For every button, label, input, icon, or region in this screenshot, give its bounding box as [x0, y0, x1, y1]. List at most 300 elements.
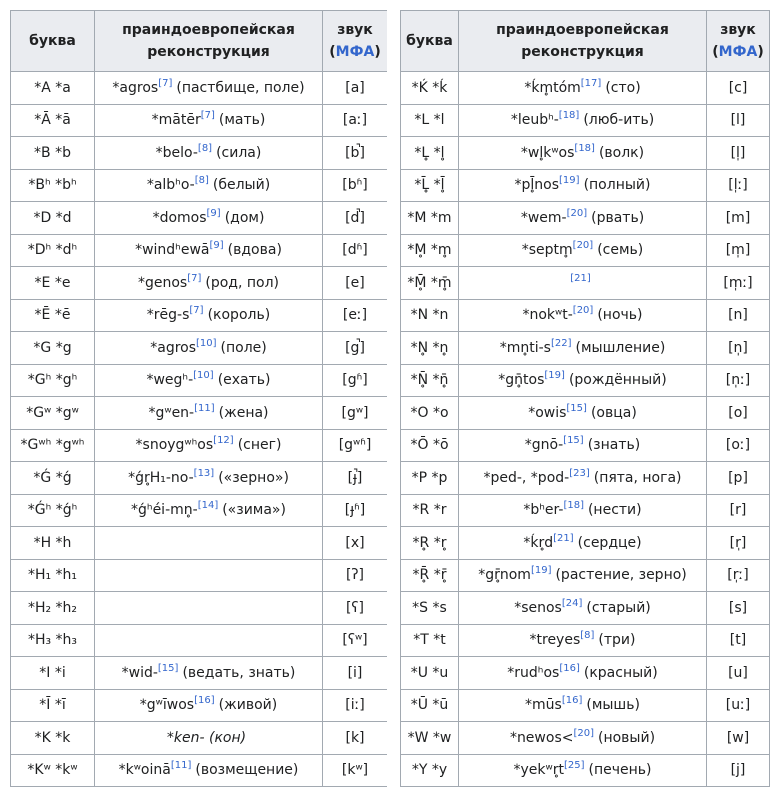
letter-cell: *H₂ *h₂ — [11, 592, 95, 625]
reconstruction-word: *ped-, *pod- — [483, 469, 570, 486]
letter-cell: *Ḱ *ḱ — [401, 72, 459, 105]
reference-link[interactable]: [18] — [558, 110, 580, 122]
ipa-cell: [ɟ̚] — [323, 462, 388, 495]
reconstruction-cell — [459, 72, 707, 105]
header-row — [11, 11, 388, 72]
gloss-text: (рвать) — [591, 209, 645, 226]
reconstruction-word: *ǵr̥H₁-no- — [128, 469, 194, 486]
table-row — [401, 169, 770, 202]
header-row — [401, 11, 770, 72]
reconstruction-cell — [459, 299, 707, 332]
table-row — [401, 267, 770, 300]
ipa-cell: [uː] — [707, 689, 770, 722]
reference-link[interactable]: [12] — [213, 435, 234, 447]
reconstruction-word: *belo- — [155, 144, 198, 161]
ipa-cell: [iː] — [323, 689, 388, 722]
reconstruction-cell — [95, 592, 323, 625]
ipa-cell: [n̩ː] — [707, 364, 770, 397]
reference-link[interactable]: [20] — [572, 305, 594, 317]
reconstruction-word: *albʰo- — [146, 177, 195, 194]
table-row — [401, 202, 770, 235]
reconstruction-cell — [459, 754, 707, 787]
reconstruction-word: *ken- (кон) — [166, 729, 247, 746]
letter-cell: *Ī *ī — [11, 689, 95, 722]
reconstruction-word: *kʷoinā — [118, 762, 171, 779]
reconstruction-cell — [459, 689, 707, 722]
letter-cell: *R *r — [401, 494, 459, 527]
reconstruction-cell — [95, 494, 323, 527]
reconstruction-word: *gr̥̄nom — [478, 567, 531, 584]
letter-cell: *S *s — [401, 592, 459, 625]
reference-link[interactable]: [8] — [197, 142, 213, 154]
table-row — [401, 527, 770, 560]
reference-link[interactable]: [16] — [194, 695, 215, 707]
ipa-cell: [oː] — [707, 429, 770, 462]
ipa-cell: [n̩] — [707, 332, 770, 365]
table-row — [11, 202, 388, 235]
ipa-cell: [eː] — [323, 299, 388, 332]
gloss-text: (пастбище, поле) — [176, 79, 305, 96]
reconstruction-cell — [95, 234, 323, 267]
gloss-text: (вдова) — [227, 242, 282, 259]
letter-cell: *A *a — [11, 72, 95, 105]
reconstruction-cell — [95, 429, 323, 462]
table-row — [401, 462, 770, 495]
gloss-text: (новый) — [598, 729, 656, 746]
letter-cell: *R̥ *r̥ — [401, 527, 459, 560]
reference-link[interactable]: [19] — [559, 175, 580, 187]
letter-cell: *Dʰ *dʰ — [11, 234, 95, 267]
letter-cell: *R̥̄ *r̥̄ — [401, 559, 459, 592]
reference-link[interactable]: [7] — [200, 110, 215, 122]
table-row — [401, 104, 770, 137]
reconstruction-word: *bʰer- — [523, 502, 564, 519]
letter-cell: *Ā *ā — [11, 104, 95, 137]
gloss-text: (люб-ить) — [583, 112, 655, 129]
reconstruction-cell — [95, 657, 323, 690]
reconstruction-word: *septm̥ — [521, 242, 573, 259]
reference-link[interactable]: [20] — [572, 240, 594, 252]
letter-cell: *Ǵʰ *ǵʰ — [11, 494, 95, 527]
gloss-text: (знать) — [587, 437, 641, 454]
reference-link[interactable]: [9] — [206, 207, 221, 219]
reconstruction-word: *snoygʷʰos — [135, 437, 214, 454]
reconstruction-word: *treyes — [529, 632, 581, 649]
ipa-cell: [c] — [707, 72, 770, 105]
table-row — [11, 592, 388, 625]
ipa-cell: [j] — [707, 754, 770, 787]
reference-link[interactable]: [24] — [561, 597, 583, 609]
table-row — [11, 299, 388, 332]
reference-link[interactable]: [19] — [530, 565, 552, 577]
gloss-text: (полный) — [583, 177, 651, 194]
ipa-cell: [m̩ː] — [707, 267, 770, 300]
gloss-text: (ведать, знать) — [182, 664, 296, 681]
table-row — [401, 722, 770, 755]
letter-cell: *N̥̄ *n̥̄ — [401, 364, 459, 397]
reconstruction-cell — [95, 527, 323, 560]
reference-link[interactable]: [7] — [189, 305, 204, 317]
table-row — [11, 137, 388, 170]
table-row — [11, 494, 388, 527]
gloss-text: (сила) — [216, 144, 262, 161]
table-row — [11, 527, 388, 560]
table-gap — [387, 10, 400, 792]
ipa-cell: [gʷʱ] — [323, 429, 388, 462]
reconstruction-word: *ḱm̥tóm — [524, 79, 581, 96]
reconstruction-cell — [459, 169, 707, 202]
reference-link[interactable]: [18] — [563, 500, 584, 512]
letter-cell: *K *k — [11, 722, 95, 755]
letter-cell: *Ō *ō — [401, 429, 459, 462]
table-row — [401, 559, 770, 592]
ipa-cell: [b̚] — [323, 137, 388, 170]
letter-cell: *G *g — [11, 332, 95, 365]
reconstruction-word: *senos — [514, 599, 562, 616]
table-row — [401, 657, 770, 690]
letter-cell: *H *h — [11, 527, 95, 560]
ipa-cell: [s] — [707, 592, 770, 625]
ipa-cell: [kʷ] — [323, 754, 388, 787]
reconstruction-word: *newos< — [509, 729, 574, 746]
letter-cell: *M *m — [401, 202, 459, 235]
letter-cell: *D *d — [11, 202, 95, 235]
reference-link[interactable]: [15] — [157, 662, 179, 674]
right-table — [400, 10, 770, 787]
reconstruction-cell — [95, 559, 323, 592]
reconstruction-cell — [459, 202, 707, 235]
reconstruction-word: *wegʰ- — [146, 372, 194, 389]
reconstruction-word: *domos — [152, 209, 207, 226]
reconstruction-cell — [95, 267, 323, 300]
reference-link[interactable]: [10] — [196, 337, 217, 349]
ipa-cell: [gʷ] — [323, 397, 388, 430]
gloss-text: (пята, нога) — [593, 469, 682, 486]
letter-cell: *H₁ *h₁ — [11, 559, 95, 592]
gloss-text: (мать) — [218, 112, 266, 129]
ipa-cell: [ʕ] — [323, 592, 388, 625]
letter-cell: *O *o — [401, 397, 459, 430]
gloss-text: (сердце) — [577, 534, 642, 551]
ipa-cell: [r̩ː] — [707, 559, 770, 592]
gloss-text: (возмещение) — [195, 762, 299, 779]
col-header-recon: праиндоевропейская реконструкция — [95, 11, 323, 72]
ipa-cell: [u] — [707, 657, 770, 690]
ipa-cell: [o] — [707, 397, 770, 430]
letter-cell: *Ū *ū — [401, 689, 459, 722]
gloss-text: (печень) — [588, 762, 652, 779]
ipa-cell: [ɟʱ] — [323, 494, 388, 527]
reference-link[interactable]: [10] — [193, 370, 214, 382]
reconstruction-word: *gnō- — [524, 437, 564, 454]
reconstruction-cell — [459, 397, 707, 430]
gloss-text: (поле) — [220, 339, 267, 356]
table-row — [401, 494, 770, 527]
reconstruction-cell — [459, 462, 707, 495]
reconstruction-word: *owis — [528, 404, 567, 421]
reference-link[interactable]: [11] — [194, 402, 215, 414]
table-row — [11, 104, 388, 137]
reconstruction-cell — [459, 592, 707, 625]
table-row — [11, 754, 388, 787]
reconstruction-word: *genos — [137, 274, 188, 291]
ipa-cell: [m̩] — [707, 234, 770, 267]
reconstruction-cell — [95, 689, 323, 722]
letter-cell: *P *p — [401, 462, 459, 495]
ipa-cell: [t] — [707, 624, 770, 657]
table-row — [11, 722, 388, 755]
mfa-link[interactable]: МФА — [335, 44, 375, 60]
col-header-letter: буква — [11, 11, 95, 72]
col-header-recon: праиндоевропейская реконструкция — [459, 11, 707, 72]
table-row — [401, 72, 770, 105]
gloss-text: (сто) — [605, 79, 641, 96]
table-row — [11, 462, 388, 495]
reference-link[interactable]: [7] — [187, 272, 202, 284]
reference-link[interactable]: [9] — [209, 240, 224, 252]
table-row — [11, 559, 388, 592]
ipa-cell: [d̚] — [323, 202, 388, 235]
gloss-text: («зерно») — [218, 469, 289, 486]
reconstruction-word: *gʷen- — [148, 404, 195, 421]
letter-cell: *Bʰ *bʰ — [11, 169, 95, 202]
reconstruction-cell — [459, 494, 707, 527]
table-row — [11, 429, 388, 462]
ipa-cell: [l] — [707, 104, 770, 137]
gloss-text: (ехать) — [217, 372, 271, 389]
letter-cell: *H₃ *h₃ — [11, 624, 95, 657]
letter-cell: *W *w — [401, 722, 459, 755]
reconstruction-cell — [95, 332, 323, 365]
gloss-text: (нести) — [587, 502, 642, 519]
gloss-text: («зима») — [222, 502, 286, 519]
reconstruction-word: *rudʰos — [507, 664, 560, 681]
letter-cell: *U *u — [401, 657, 459, 690]
reference-link[interactable]: [19] — [544, 370, 565, 382]
gloss-text: (растение, зерно) — [555, 567, 687, 584]
reconstruction-word: *agros — [150, 339, 197, 356]
reconstruction-word: *gʷīwos — [139, 697, 195, 714]
gloss-text: (мышление) — [575, 339, 666, 356]
gloss-text: (король) — [207, 307, 271, 324]
mfa-link[interactable]: МФА — [718, 44, 758, 60]
reconstruction-cell — [95, 72, 323, 105]
letter-cell: *T *t — [401, 624, 459, 657]
reference-link[interactable]: [16] — [559, 662, 580, 674]
reference-link[interactable]: [20] — [566, 207, 588, 219]
gloss-text: (овца) — [590, 404, 637, 421]
reconstruction-cell — [95, 169, 323, 202]
gloss-text: (три) — [598, 632, 636, 649]
reconstruction-cell — [459, 429, 707, 462]
reconstruction-word: *agros — [112, 79, 159, 96]
reconstruction-cell — [95, 364, 323, 397]
gloss-text: (снег) — [237, 437, 282, 454]
table-row — [11, 234, 388, 267]
reconstruction-word: *wem- — [520, 209, 567, 226]
letter-cell: *I *i — [11, 657, 95, 690]
reconstruction-cell — [95, 137, 323, 170]
table-row — [11, 267, 388, 300]
ipa-cell: [e] — [323, 267, 388, 300]
gloss-text: (жена) — [218, 404, 269, 421]
reconstruction-cell — [459, 559, 707, 592]
ipa-cell: [g̚] — [323, 332, 388, 365]
reconstruction-cell — [459, 364, 707, 397]
ipa-cell: [l̩] — [707, 137, 770, 170]
letter-cell: *L *l — [401, 104, 459, 137]
letter-cell: *Gʷ *gʷ — [11, 397, 95, 430]
reference-link[interactable]: [7] — [158, 77, 173, 89]
gloss-text: (старый) — [586, 599, 651, 616]
gloss-text: (красный) — [583, 664, 658, 681]
ipa-cell: [bʱ] — [323, 169, 388, 202]
letter-cell: *Gʷʰ *gʷʰ — [11, 429, 95, 462]
col-header-sound: звук (МФА) — [323, 11, 388, 72]
letter-cell: *L̥ *l̥ — [401, 137, 459, 170]
reference-link[interactable]: [8] — [194, 175, 209, 187]
ipa-cell: [ʔ] — [323, 559, 388, 592]
gloss-text: (дом) — [224, 209, 265, 226]
table-row — [11, 169, 388, 202]
reconstruction-cell — [459, 527, 707, 560]
ipa-cell: [m] — [707, 202, 770, 235]
reference-link[interactable]: [17] — [580, 77, 602, 89]
reference-link[interactable]: [18] — [574, 142, 595, 154]
letter-cell: *M̥ *m̥ — [401, 234, 459, 267]
letter-cell: *Ē *ē — [11, 299, 95, 332]
reference-link[interactable]: [21] — [570, 272, 591, 284]
reference-link[interactable]: [20] — [573, 727, 594, 739]
table-row — [401, 397, 770, 430]
reconstruction-word: *wid- — [121, 664, 158, 681]
table-row — [11, 397, 388, 430]
reconstruction-word: *mātēr — [151, 112, 201, 129]
ipa-cell: [w] — [707, 722, 770, 755]
gloss-text: (мышь) — [586, 697, 640, 714]
letter-cell: *B *b — [11, 137, 95, 170]
reconstruction-word: *mūs — [525, 697, 562, 714]
table-row — [401, 624, 770, 657]
reconstruction-word: *leubʰ- — [510, 112, 559, 129]
gloss-text: (семь) — [597, 242, 644, 259]
table-row — [401, 429, 770, 462]
table-row — [401, 592, 770, 625]
table-row — [11, 689, 388, 722]
reconstruction-word: *ǵʰéi-mn̥- — [131, 502, 198, 519]
table-row — [11, 624, 388, 657]
reference-link[interactable]: [25] — [563, 760, 585, 772]
ipa-cell: [k] — [323, 722, 388, 755]
reconstruction-word: *rēg-s — [146, 307, 190, 324]
table-row — [11, 72, 388, 105]
col-header-sound: звук (МФА) — [707, 11, 770, 72]
reference-link[interactable]: [15] — [563, 435, 584, 447]
reference-link[interactable]: [8] — [580, 630, 595, 642]
letter-cell: *Gʰ *gʰ — [11, 364, 95, 397]
reference-link[interactable]: [15] — [566, 402, 587, 414]
left-table — [10, 10, 388, 787]
reconstruction-word: *nokʷt- — [522, 307, 573, 324]
reconstruction-word: *windʰewā — [135, 242, 210, 259]
ipa-cell: [dʱ] — [323, 234, 388, 267]
letter-cell: *E *e — [11, 267, 95, 300]
table-row — [401, 332, 770, 365]
ipa-cell: [p] — [707, 462, 770, 495]
table-row — [401, 754, 770, 787]
letter-cell: *Y *y — [401, 754, 459, 787]
table-row — [11, 364, 388, 397]
reference-link[interactable]: [21] — [553, 532, 574, 544]
ipa-cell: [ʕʷ] — [323, 624, 388, 657]
table-row — [401, 364, 770, 397]
reference-link[interactable]: [23] — [569, 467, 590, 479]
reconstruction-cell — [459, 104, 707, 137]
letter-cell: *Kʷ *kʷ — [11, 754, 95, 787]
reconstruction-cell — [459, 624, 707, 657]
reconstruction-word: *mn̥ti-s — [499, 339, 551, 356]
reconstruction-cell — [95, 462, 323, 495]
reconstruction-word: *gn̥̄tos — [498, 372, 545, 389]
reference-link[interactable]: [14] — [197, 500, 219, 512]
reconstruction-cell — [95, 202, 323, 235]
table-row — [11, 332, 388, 365]
reference-link[interactable]: [13] — [193, 467, 215, 479]
reconstruction-cell — [459, 267, 707, 300]
reconstruction-word: *wl̥kʷos — [520, 144, 575, 161]
reconstruction-cell — [95, 754, 323, 787]
reconstruction-cell — [459, 137, 707, 170]
reconstruction-cell — [459, 722, 707, 755]
reconstruction-cell — [95, 722, 323, 755]
letter-cell: *N *n — [401, 299, 459, 332]
gloss-text: (живой) — [218, 697, 278, 714]
table-row — [401, 234, 770, 267]
reconstruction-cell — [95, 299, 323, 332]
ipa-cell: [x] — [323, 527, 388, 560]
ipa-cell: [n] — [707, 299, 770, 332]
table-row — [11, 657, 388, 690]
gloss-text: (рождённый) — [568, 372, 667, 389]
table-row — [401, 689, 770, 722]
ipa-cell: [gʱ] — [323, 364, 388, 397]
reference-link[interactable]: [11] — [170, 760, 192, 772]
ipa-cell: [a] — [323, 72, 388, 105]
reference-link[interactable]: [22] — [550, 337, 572, 349]
reconstruction-cell — [459, 234, 707, 267]
reconstruction-word: *yekʷr̥t — [513, 762, 564, 779]
gloss-text: (род, пол) — [205, 274, 280, 291]
gloss-text: (волк) — [598, 144, 645, 161]
col-header-letter: буква — [401, 11, 459, 72]
reconstruction-cell — [459, 332, 707, 365]
letter-cell: *Ǵ *ǵ — [11, 462, 95, 495]
reconstruction-cell — [95, 104, 323, 137]
table-row — [401, 299, 770, 332]
ipa-cell: [i] — [323, 657, 388, 690]
reconstruction-cell — [95, 624, 323, 657]
ipa-cell: [r] — [707, 494, 770, 527]
letter-cell: *L̥̄ *l̥̄ — [401, 169, 459, 202]
gloss-text: (ночь) — [597, 307, 643, 324]
letter-cell: *N̥ *n̥ — [401, 332, 459, 365]
reconstruction-word: *ḱr̥d — [523, 534, 554, 551]
ipa-cell: [aː] — [323, 104, 388, 137]
letter-cell: *M̥̄ *m̥̄ — [401, 267, 459, 300]
reconstruction-cell — [459, 657, 707, 690]
reconstruction-word: *pl̥̄nos — [514, 177, 560, 194]
reference-link[interactable]: [16] — [561, 695, 583, 707]
